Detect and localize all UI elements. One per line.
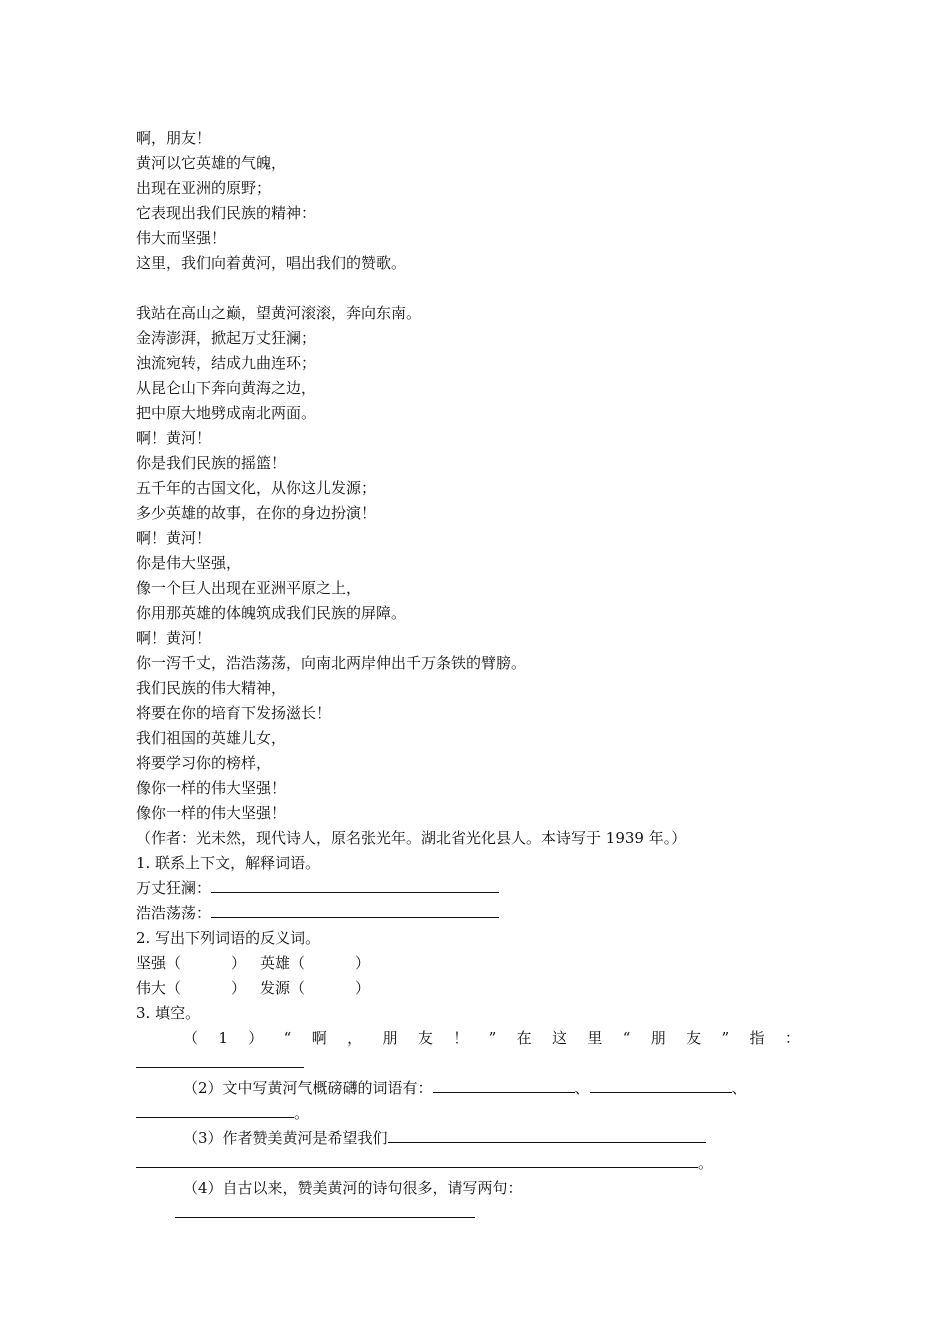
antonym-close: ） — [355, 954, 371, 972]
q3p1-char: 这 — [551, 1029, 567, 1047]
poem-line: 像一个巨人出现在亚洲平原之上， — [136, 579, 362, 597]
poem-line: 我们祖国的英雄儿女， — [136, 729, 287, 747]
separator: 、 — [574, 1079, 590, 1097]
poem-line: 我们民族的伟大精神， — [136, 679, 287, 697]
question-2-title: 2. 写出下列词语的反义词。 — [136, 929, 321, 947]
q3p1-char: 啊 — [311, 1029, 327, 1047]
period: 。 — [294, 1104, 310, 1122]
author-note: （作者：光未然，现代诗人，原名张光年。湖北省光化县人。本诗写于 1939 年。） — [136, 829, 687, 847]
antonym-word-4: 发源（ — [260, 979, 306, 997]
poem-line: 金涛澎湃，掀起万丈狂澜； — [136, 329, 317, 347]
antonym-close: ） — [355, 979, 371, 997]
question-2-row-2 — [136, 978, 370, 998]
poem-line: 你用那英雄的体魄筑成我们民族的屏障。 — [136, 604, 407, 622]
poem-line: 像你一样的伟大坚强！ — [136, 804, 287, 822]
poem-line: 出现在亚洲的原野； — [136, 179, 272, 197]
question-1-title: 1. 联系上下文，解释词语。 — [136, 854, 321, 872]
answer-blank[interactable] — [136, 1103, 294, 1118]
poem-line: 五千年的古国文化，从你这儿发源； — [136, 479, 377, 497]
antonym-word-2: 英雄（ — [260, 954, 306, 972]
q3p1-char: 朋 — [382, 1029, 398, 1047]
poem-line: 你是我们民族的摇篮！ — [136, 454, 287, 472]
q3p1-char: ” — [721, 1029, 730, 1047]
question-3-part-1 — [183, 1028, 800, 1048]
q3p1-char: ” — [488, 1029, 497, 1047]
poem-line: 将要在你的培育下发扬滋长！ — [136, 704, 332, 722]
q3p3-label: （3）作者赞美黄河是希望我们 — [183, 1129, 388, 1147]
answer-blank[interactable] — [388, 1128, 706, 1143]
poem-line: 多少英雄的故事，在你的身边扮演！ — [136, 504, 377, 522]
separator: 、 — [731, 1079, 747, 1097]
poem-line: 伟大而坚强！ — [136, 229, 227, 247]
poem-line: 它表现出我们民族的精神： — [136, 204, 317, 222]
poem-line: 啊！黄河！ — [136, 429, 212, 447]
q3p1-char: 朋 — [650, 1029, 666, 1047]
answer-blank[interactable] — [211, 903, 499, 918]
question-1-term-b: 浩浩荡荡： — [136, 904, 212, 922]
q3p1-char: ： — [784, 1029, 800, 1047]
poem-line: 黄河以它英雄的气魄， — [136, 154, 287, 172]
poem-line: 从昆仑山下奔向黄海之边， — [136, 379, 317, 397]
period: 。 — [698, 1154, 714, 1172]
antonym-close: ） — [231, 954, 247, 972]
question-3-part-2-cont — [136, 1103, 309, 1123]
answer-blank[interactable] — [433, 1078, 575, 1093]
answer-blank[interactable] — [175, 1203, 475, 1218]
poem-line: 啊！黄河！ — [136, 629, 212, 647]
poem-line: 像你一样的伟大坚强！ — [136, 779, 287, 797]
q3p1-char: ） — [248, 1029, 264, 1047]
question-3-part-4-answer — [175, 1203, 475, 1223]
question-1-item-b — [136, 903, 499, 923]
q3p1-char: 友 — [686, 1029, 702, 1047]
poem-line: 浊流宛转，结成九曲连环； — [136, 354, 317, 372]
antonym-close: ） — [231, 979, 247, 997]
question-3-part-3 — [183, 1128, 706, 1148]
question-3-part-2 — [183, 1078, 747, 1098]
antonym-word-1: 坚强（ — [136, 954, 182, 972]
poem-line: 这里，我们向着黄河，唱出我们的赞歌。 — [136, 254, 407, 272]
question-3-title: 3. 填空。 — [136, 1004, 201, 1022]
q3p2-label: （2）文中写黄河气概磅礴的词语有： — [183, 1079, 433, 1097]
question-3-part-1-answer — [136, 1053, 304, 1073]
antonym-word-3: 伟大（ — [136, 979, 182, 997]
q3p1-char: 1 — [218, 1029, 228, 1047]
q3p1-char: ！ — [453, 1029, 469, 1047]
question-2-row-1 — [136, 953, 370, 973]
q3p1-char: 友 — [417, 1029, 433, 1047]
question-1-item-a — [136, 878, 499, 898]
question-3-part-3-cont — [136, 1153, 713, 1173]
q3p1-char: ， — [347, 1029, 363, 1047]
poem-line: 啊！黄河！ — [136, 529, 212, 547]
q3p1-char: 在 — [516, 1029, 532, 1047]
answer-blank[interactable] — [590, 1078, 732, 1093]
q3p1-char: “ — [283, 1029, 292, 1047]
question-1-term-a: 万丈狂澜： — [136, 879, 212, 897]
answer-blank[interactable] — [136, 1053, 304, 1068]
q3p1-char: 指 — [749, 1029, 765, 1047]
answer-blank[interactable] — [136, 1153, 698, 1168]
poem-line: 啊，朋友！ — [136, 129, 212, 147]
answer-blank[interactable] — [211, 878, 499, 893]
poem-line: 把中原大地劈成南北两面。 — [136, 404, 317, 422]
poem-line: 将要学习你的榜样， — [136, 754, 272, 772]
q3p1-char: “ — [622, 1029, 631, 1047]
question-3-part-4: （4）自古以来，赞美黄河的诗句很多，请写两句： — [183, 1179, 523, 1197]
poem-line: 我站在高山之巅，望黄河滚滚，奔向东南。 — [136, 304, 422, 322]
q3p1-char: （ — [183, 1029, 199, 1047]
poem-line: 你一泻千丈，浩浩荡荡，向南北两岸伸出千万条铁的臂膀。 — [136, 654, 527, 672]
poem-line: 你是伟大坚强， — [136, 554, 242, 572]
q3p1-char: 里 — [587, 1029, 603, 1047]
